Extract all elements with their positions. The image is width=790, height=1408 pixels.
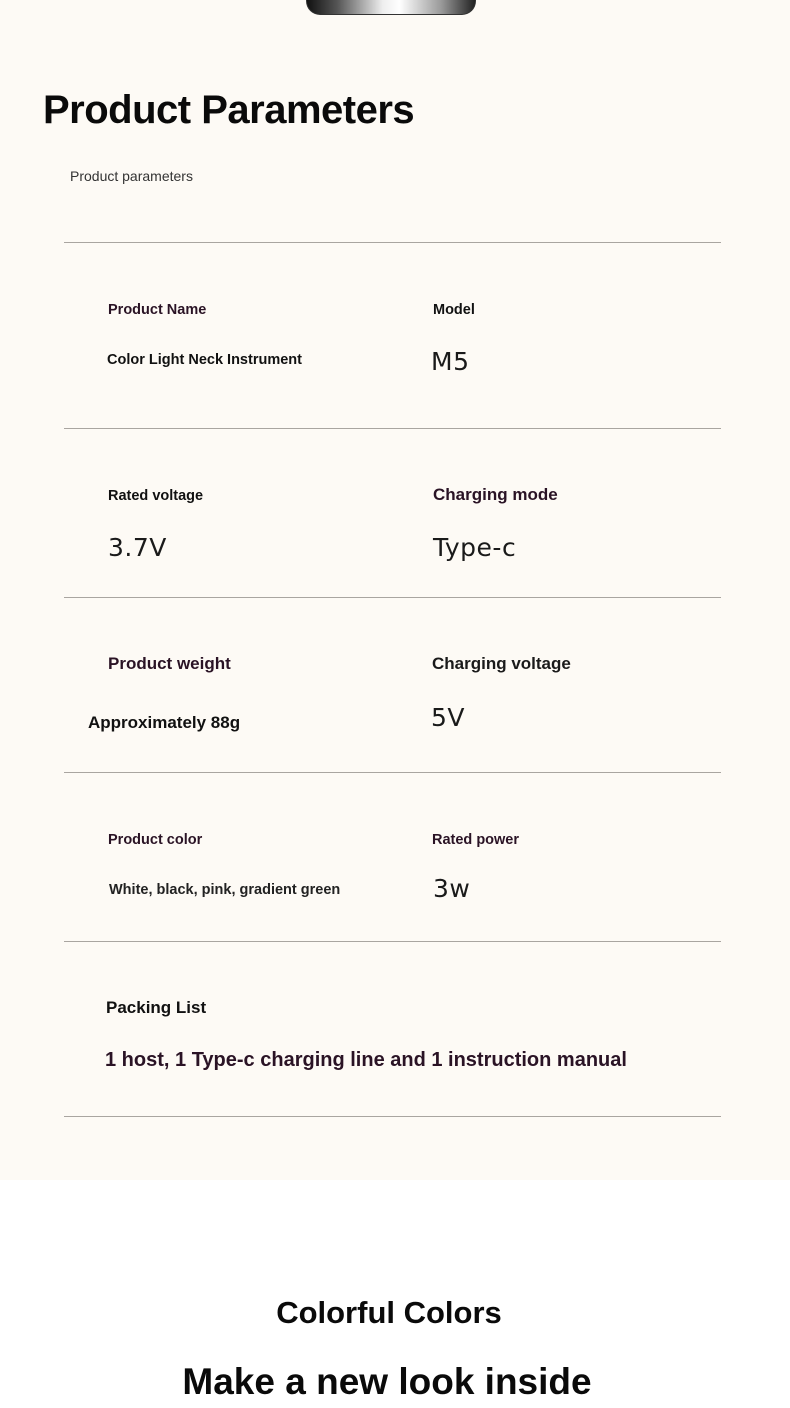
divider — [64, 242, 721, 243]
divider — [64, 428, 721, 429]
rated-power-label: Rated power — [432, 832, 520, 848]
charging-mode-value: Type-c — [433, 533, 517, 562]
divider — [64, 772, 721, 773]
divider — [64, 941, 721, 942]
product-image-fragment — [306, 0, 476, 15]
charging-voltage-label: Charging voltage — [432, 654, 571, 673]
product-name-label: Product Name — [108, 302, 207, 318]
page-subtitle: Product parameters — [70, 168, 193, 184]
charging-voltage-value: 5V — [431, 703, 466, 732]
packing-list-value: 1 host, 1 Type-c charging line and 1 instruction manual — [105, 1049, 627, 1071]
divider — [64, 597, 721, 598]
divider — [64, 1116, 721, 1117]
rated-power-value: 3w — [433, 874, 471, 903]
product-color-label: Product color — [108, 832, 203, 848]
model-label: Model — [433, 302, 475, 318]
product-color-value: White, black, pink, gradient green — [109, 882, 341, 898]
product-weight-value: Approximately 88g — [88, 713, 241, 732]
page-title: Product Parameters — [43, 88, 415, 132]
product-name-value: Color Light Neck Instrument — [107, 352, 302, 368]
model-value: M5 — [431, 347, 470, 376]
rated-voltage-value: 3.7V — [108, 533, 167, 562]
section-heading: Colorful Colors — [276, 1295, 502, 1330]
rated-voltage-label: Rated voltage — [108, 488, 204, 504]
packing-list-label: Packing List — [106, 998, 207, 1017]
section-tagline: Make a new look inside — [182, 1361, 592, 1402]
charging-mode-label: Charging mode — [433, 485, 558, 504]
product-weight-label: Product weight — [108, 654, 231, 673]
